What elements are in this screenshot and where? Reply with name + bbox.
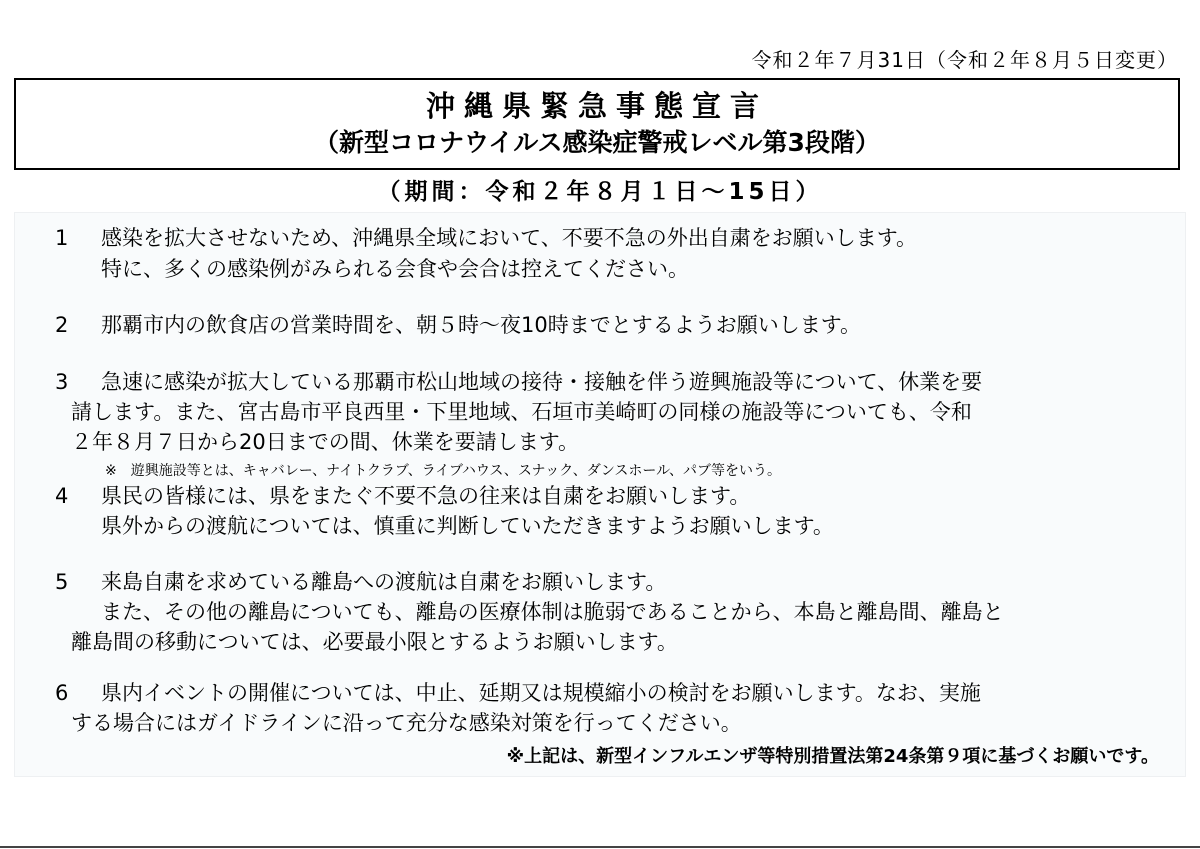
item-number: 2 — [55, 313, 69, 337]
item-number: 1 — [55, 226, 69, 250]
item-text: 県民の皆様には、県をまたぐ不要不急の往来は自粛をお願いします。 — [101, 484, 751, 508]
item-text: 特に、多くの感染例がみられる会食や会合は控えてください。 — [101, 257, 689, 281]
item-number: 5 — [55, 570, 69, 594]
page-subtitle: （新型コロナウイルス感染症警戒レベル第3段階） — [314, 128, 880, 157]
item-text: ２年８月７日から20日までの間、休業を要請します。 — [71, 430, 580, 454]
item-text: 感染を拡大させないため、沖縄県全域において、不要不急の外出自粛をお願いします。 — [101, 226, 918, 250]
period-line: （期間：令和２年８月１日～15日） — [377, 179, 823, 205]
item-text: 那覇市内の飲食店の営業時間を、朝５時～夜10時までとするようお願いします。 — [101, 313, 862, 337]
item-text: 離島間の移動については、必要最小限とするようお願いします。 — [71, 630, 678, 654]
page-bottom-divider — [0, 846, 1200, 848]
item-text: 県外からの渡航については、慎重に判断していただきますようお願いします。 — [101, 514, 834, 538]
legal-footnote: ※上記は、新型インフルエンザ等特別措置法第24条第９項に基づくお願いです。 — [506, 746, 1159, 767]
item-text: 急速に感染が拡大している那覇市松山地域の接待・接触を伴う遊興施設等について、休業を要 — [101, 370, 983, 394]
item-3-note: ※ 遊興施設等とは、キャバレー、ナイトクラブ、ライブハウス、スナック、ダンスホール、パブ等をいう。 — [105, 463, 782, 479]
item-text: 県内イベントの開催については、中止、延期又は規模縮小の検討をお願いします。なお、実施 — [101, 681, 981, 705]
item-text: する場合にはガイドラインに沿って充分な感染対策を行ってください。 — [71, 711, 742, 735]
title-box — [14, 78, 1180, 170]
item-number: 3 — [55, 370, 69, 394]
item-text: 来島自粛を求めている離島への渡航は自粛をお願いします。 — [101, 570, 667, 594]
page-title: 沖縄県緊急事態宣言 — [425, 89, 768, 123]
item-text: また、その他の離島についても、離島の医療体制は脆弱であることから、本島と離島間、離島と — [101, 600, 1004, 624]
item-text: 請します。また、宮古島市平良西里・下里地域、石垣市美崎町の同様の施設等についても、令和 — [71, 400, 972, 424]
document-date: 令和２年７月31日（令和２年８月５日変更） — [751, 48, 1178, 72]
content-box — [14, 212, 1186, 777]
item-number: 4 — [55, 484, 69, 508]
item-number: 6 — [55, 681, 69, 705]
